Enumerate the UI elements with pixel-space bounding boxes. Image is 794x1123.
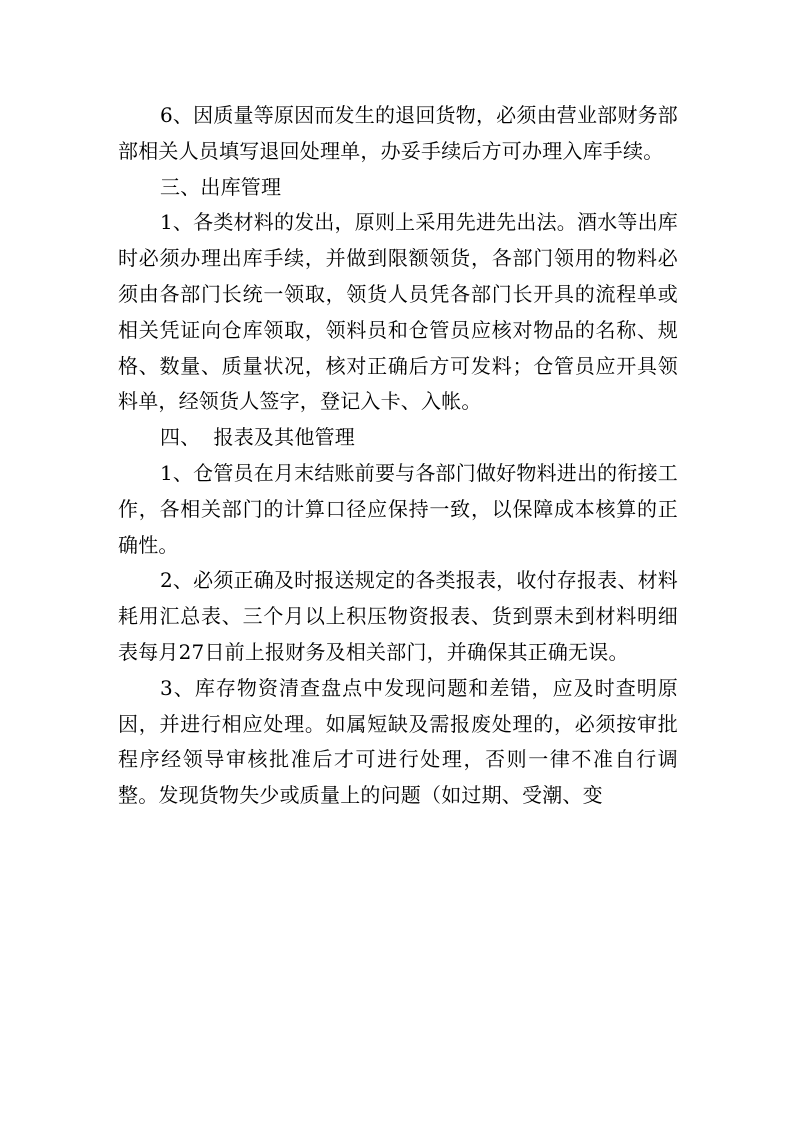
document-body — [118, 98, 678, 814]
heading-outbound-management: 三、出库管理 — [160, 174, 282, 199]
paragraph-inventory-check: 3、库存物资清查盘点中发现问题和差错，应及时查明原因，并进行相应处理。如属短缺及需报废处理的，必须按审批程序经领导审核批准后才可进行处理，否则一律不准自行调整。发现货物失少或质量上的问题（如过期、受潮、变 — [118, 675, 678, 808]
paragraph-report-submission: 2、必须正确及时报送规定的各类报表，收付存报表、材料耗用汇总表、三个月以上积压物资报表、货到票未到材料明细表每月27日前上报财务及相关部门，并确保其正确无误。 — [118, 568, 678, 664]
paragraph-return-goods: 6、因质量等原因而发生的退回货物，必须由营业部财务部部相关人员填写退回处理单，办妥手续后方可办理入库手续。 — [118, 103, 678, 163]
heading-reports-and-other-management: 四、 报表及其他管理 — [160, 425, 355, 450]
paragraph-month-end-reconciliation: 1、仓管员在月末结账前要与各部门做好物料进出的衔接工作，各相关部门的计算口径应保持一致，以保障成本核算的正确性。 — [118, 460, 678, 557]
paragraph-material-issuing: 1、各类材料的发出，原则上采用先进先出法。酒水等出库时必须办理出库手续，并做到限额领货，各部门领用的物料必须由各部门长统一领取，领货人员凭各部门长开具的流程单或相关凭证向仓库领取，领料员和仓管员应核对物品的名称、规格、数量、质量状况，核对正确后方可发料；仓管员应开具领料单，经领货人签字，登记入卡、入帐。 — [118, 210, 678, 414]
